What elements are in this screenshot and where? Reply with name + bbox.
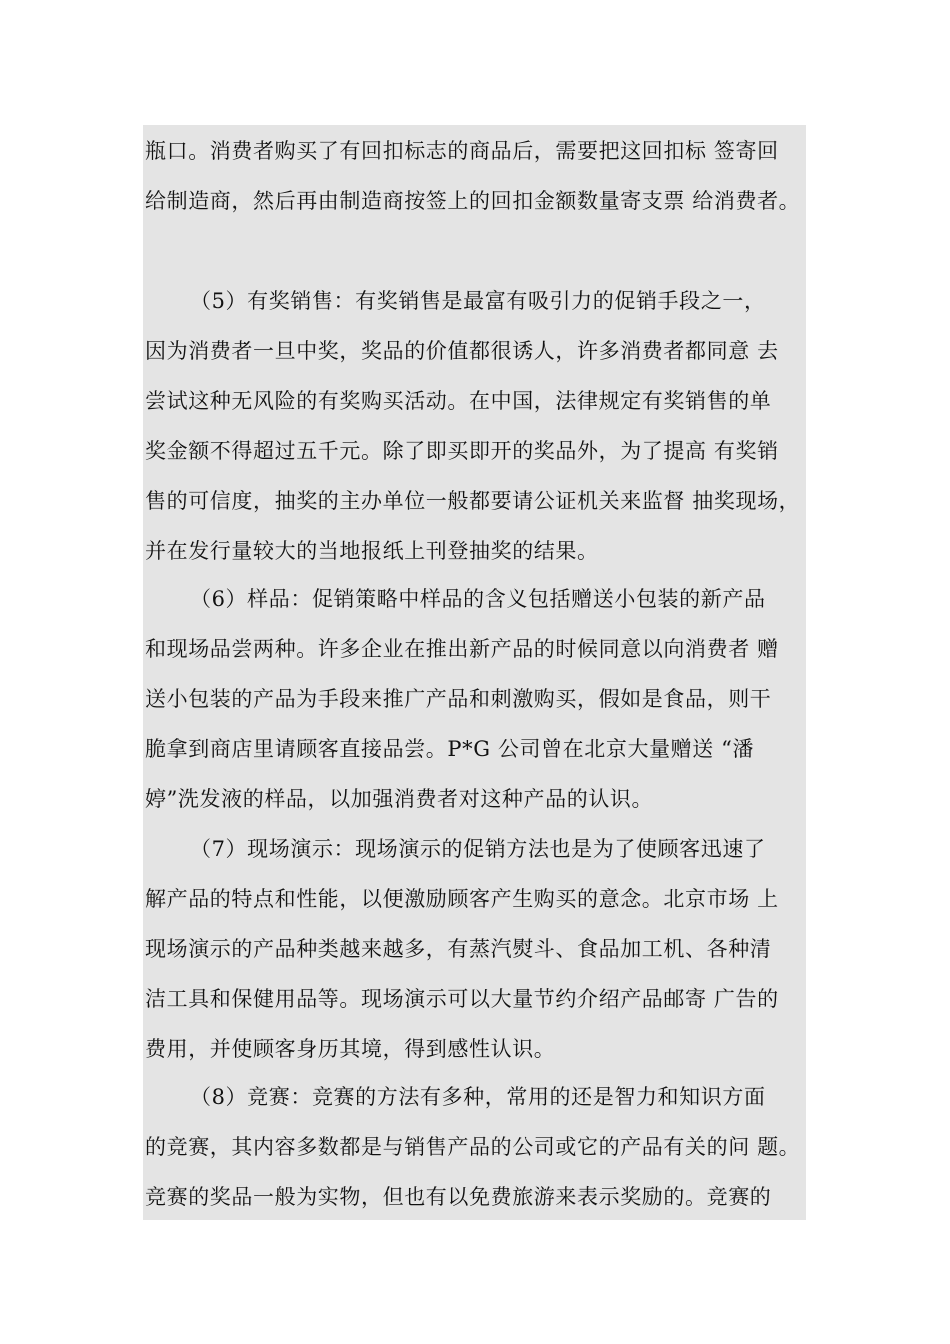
text-line: 奖金额不得超过五千元。除了即买即开的奖品外，为了提高 有奖销 bbox=[145, 439, 779, 463]
text-line: 和现场品尝两种。许多企业在推出新产品的时候同意以向消费者 赠 bbox=[145, 637, 779, 661]
paragraph-start-line: （6）样品：促销策略中样品的含义包括赠送小包装的新产品 bbox=[190, 587, 766, 611]
text-line: 竞赛的奖品一般为实物，但也有以免费旅游来表示奖励的。竞赛的 bbox=[145, 1185, 772, 1209]
text-line: 洁工具和保健用品等。现场演示可以大量节约介绍产品邮寄 广告的 bbox=[145, 987, 779, 1011]
text-line: 现场演示的产品种类越来越多，有蒸汽熨斗、食品加工机、各种清 bbox=[145, 937, 772, 961]
text-line: 脆拿到商店里请顾客直接品尝。P*G 公司曾在北京大量赠送 “潘 bbox=[145, 737, 755, 761]
paragraph-start-line: （5）有奖销售：有奖销售是最富有吸引力的促销手段之一， bbox=[190, 289, 766, 313]
text-line: 婷”洗发液的样品，以加强消费者对这种产品的认识。 bbox=[145, 787, 654, 811]
text-line: 给制造商，然后再由制造商按签上的回扣金额数量寄支票 给消费者。 bbox=[145, 189, 801, 213]
paragraph-start-line: （7）现场演示：现场演示的促销方法也是为了使顾客迅速了 bbox=[190, 837, 766, 861]
paragraph-start-line: （8）竞赛：竞赛的方法有多种，常用的还是智力和知识方面 bbox=[190, 1085, 766, 1109]
text-line: 并在发行量较大的当地报纸上刊登抽奖的结果。 bbox=[145, 539, 599, 563]
text-line: 售的可信度，抽奖的主办单位一般都要请公证机关来监督 抽奖现场， bbox=[145, 489, 801, 513]
text-line: 因为消费者一旦中奖，奖品的价值都很诱人，许多消费者都同意 去 bbox=[145, 339, 779, 363]
text-line: 瓶口。消费者购买了有回扣标志的商品后，需要把这回扣标 签寄回 bbox=[145, 139, 779, 163]
text-line: 的竞赛，其内容多数都是与销售产品的公司或它的产品有关的问 题。 bbox=[145, 1135, 801, 1159]
text-line: 送小包装的产品为手段来推广产品和刺激购买，假如是食品，则干 bbox=[145, 687, 772, 711]
text-line: 费用，并使顾客身历其境，得到感性认识。 bbox=[145, 1037, 556, 1061]
text-line: 解产品的特点和性能，以便激励顾客产生购买的意念。北京市场 上 bbox=[145, 887, 779, 911]
text-line: 尝试这种无风险的有奖购买活动。在中国，法律规定有奖销售的单 bbox=[145, 389, 772, 413]
